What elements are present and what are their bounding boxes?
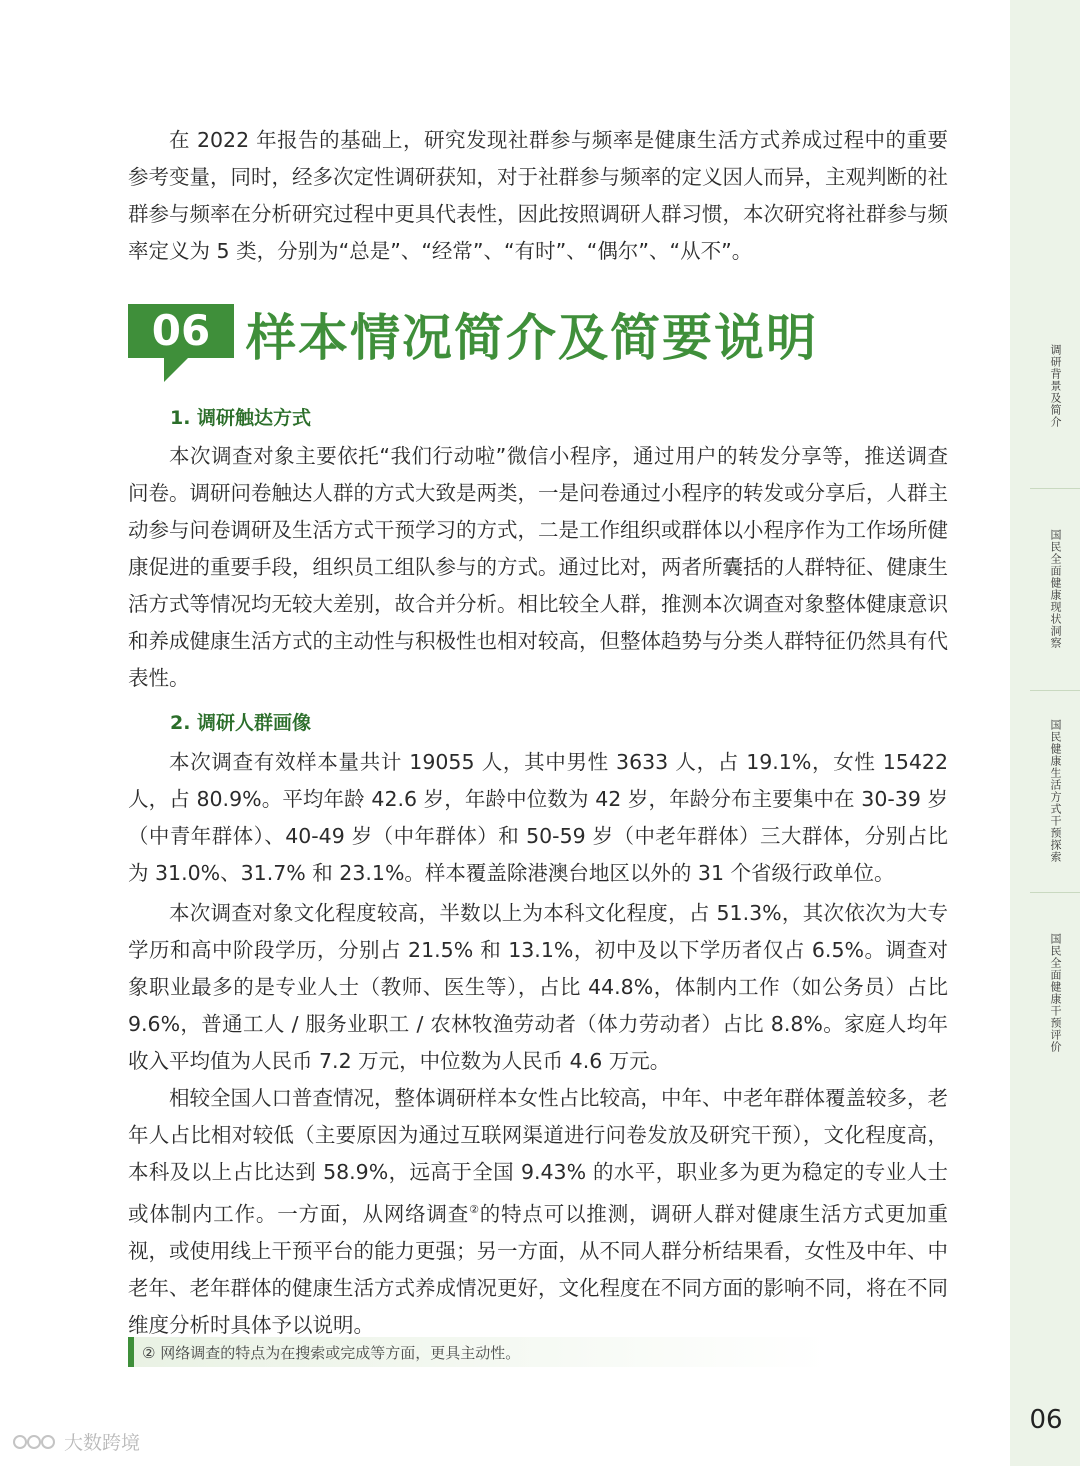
subheading-reach: 1. 调研触达方式 bbox=[170, 407, 312, 429]
profile-paragraph-3 bbox=[128, 1080, 948, 1344]
section-heading bbox=[128, 304, 888, 384]
profile-paragraph-2: 本次调查对象文化程度较高，半数以上为本科文化程度，占 51.3%，其次依次为大专学历和高中阶段学历，分别占 21.5% 和 13.1%，初中及以下学历者仅占 6.5%。调查对象职业最多的是专业人士（教师、医生等），占比 44.8%，体制内工作（如公务员）占比 9.6%，普通工人 / 服务业职工 / 农林牧渔劳动者（体力劳动者）占比 8.8%。家庭人均年收入平均值为人民币 7.2 万元，中位数为人民币 4.6 万元。 bbox=[128, 901, 948, 1073]
footnote-reference[interactable]: ② bbox=[469, 1203, 480, 1216]
watermark-text: 大数跨境 bbox=[64, 1432, 141, 1454]
footnote-text: ② 网络调查的特点为在搜索或完成等方面，更具主动性。 bbox=[142, 1344, 521, 1362]
side-tab-intervention[interactable] bbox=[1030, 691, 1080, 891]
side-tab-status[interactable] bbox=[1030, 489, 1080, 689]
subheading-profile: 2. 调研人群画像 bbox=[170, 712, 312, 734]
watermark-logo-icon bbox=[12, 1433, 58, 1451]
intro-paragraph: 在 2022 年报告的基础上，研究发现社群参与频率是健康生活方式养成过程中的重要参考变量，同时，经多次定性调研获知，对于社群参与频率的定义因人而异，主观判断的社群参与频率在分析研究过程中更具代表性，因此按照调研人群习惯，本次研究将社群参与频率定义为 5 类，分别为“总是”、“经常”、“有时”、“偶尔”、“从不”。 bbox=[128, 128, 948, 263]
side-tab-label: 调研背景及简介 bbox=[1049, 344, 1062, 428]
side-tab-evaluation[interactable] bbox=[1030, 893, 1080, 1093]
speech-tail-icon bbox=[164, 356, 190, 382]
profile-paragraph-1: 本次调查有效样本量共计 19055 人，其中男性 3633 人，占 19.1%，女性 15422 人，占 80.9%。平均年龄 42.6 岁，年龄中位数为 42 岁，年龄分布主要集中在 30-39 岁（中青年群体）、40-49 岁（中年群体）和 50-59 岁（中老年群体）三大群体，分别占比为 31.0%、31.7% 和 23.1%。样本覆盖除港澳台地区以外的 31 个省级行政单位。 bbox=[128, 750, 948, 885]
profile-paragraph-3-part-a: 相较全国人口普查情况，整体调研样本女性占比较高，中年、中老年群体覆盖较多，老年人占比相对较低（主要原因为通过互联网渠道进行问卷发放及研究干预），文化程度高，本科及以上占比达到 58.9%，远高于全国 9.43% 的水平，职业多为更为稳定的专业人士或体制内工作。一方面，从网络调查 bbox=[128, 1086, 948, 1226]
footnote-marker bbox=[128, 1337, 134, 1367]
page-number: 06 bbox=[1029, 1405, 1063, 1435]
side-tab-background[interactable] bbox=[1030, 285, 1080, 487]
side-tab-label: 国民健康生活方式干预探索 bbox=[1049, 719, 1062, 863]
section-number-badge: 06 bbox=[128, 304, 234, 358]
profile-paragraph-3-part-b: 的特点可以推测，调研人群对健康生活方式更加重视，或使用线上干预平台的能力更强；另一方面，从不同人群分析结果看，女性及中年、中老年、老年群体的健康生活方式养成情况更好，文化程度在不同方面的影响不同，将在不同维度分析时具体予以说明。 bbox=[128, 1201, 948, 1337]
side-tab-label: 国民全面健康干预评价 bbox=[1049, 933, 1062, 1053]
watermark bbox=[12, 1428, 140, 1455]
side-tab-label: 国民全面健康现状洞察 bbox=[1049, 529, 1062, 649]
reach-paragraph: 本次调查对象主要依托“我们行动啦”微信小程序，通过用户的转发分享等，推送调查问卷。调研问卷触达人群的方式大致是两类，一是问卷通过小程序的转发或分享后，人群主动参与问卷调研及生活方式干预学习的方式，二是工作组织或群体以小程序作为工作场所健康促进的重要手段，组织员工组队参与的方式。通过比对，两者所囊括的人群特征、健康生活方式等情况均无较大差别，故合并分析。相比较全人群，推测本次调查对象整体健康意识和养成健康生活方式的主动性与积极性也相对较高，但整体趋势与分类人群特征仍然具有代表性。 bbox=[128, 444, 948, 690]
section-title: 样本情况简介及简要说明 bbox=[246, 309, 818, 367]
footnote bbox=[128, 1337, 828, 1367]
